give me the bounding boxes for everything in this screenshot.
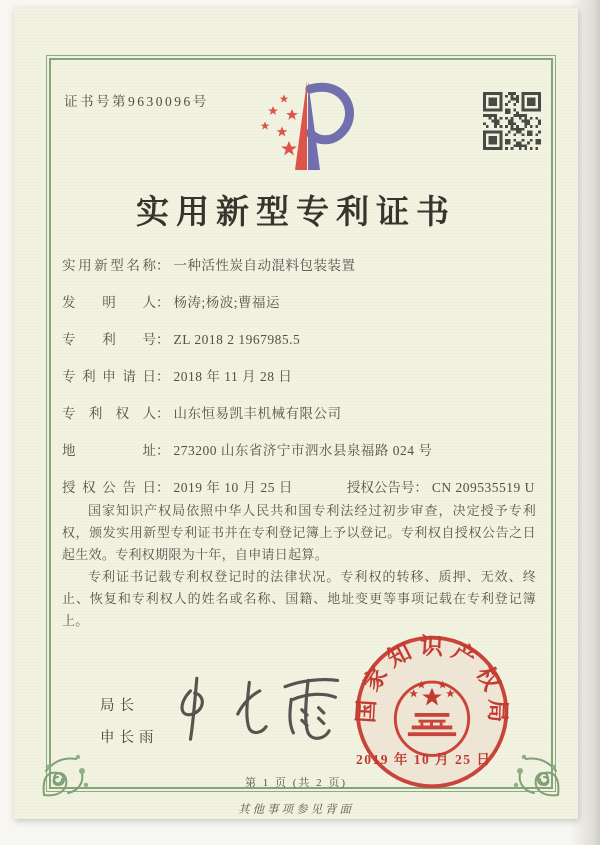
field-value: 杨涛;杨波;曹福运 — [173, 295, 281, 310]
grant-number-value: CN 209535519 U — [431, 480, 535, 495]
commissioner-name: 申长雨 — [100, 730, 159, 746]
seal-ring-text: 国家知识产权局 — [353, 633, 511, 730]
commissioner-title: 局长 — [100, 698, 139, 714]
certificate-number: 证书号第9630096号 — [64, 94, 209, 109]
legal-text — [62, 500, 536, 632]
legal-paragraph-1: 国家知识产权局依照中华人民共和国专利法经过初步审查，决定授予专利权，颁发实用新型专利证书并在专利登记簿上予以登记。专利权自授权公告之日起生效。专利权期限为十年，自申请日起算。 — [62, 503, 536, 562]
signature-script-icon — [159, 672, 369, 756]
field-label: 专利权人 — [62, 406, 156, 421]
certificate-title: 实用新型专利证书 — [136, 195, 456, 231]
field-label: 专利号 — [62, 332, 156, 347]
qr-code — [483, 92, 541, 150]
field-row-filing-date: 专利申请日 ： 2018 年 11 月 28 日 — [62, 369, 293, 384]
field-value: 一种活性炭自动混料包装装置 — [173, 258, 356, 273]
field-row-patent-number: 专利号 ： ZL 2018 2 1967985.5 — [62, 332, 301, 347]
patent-office-logo-icon — [246, 76, 376, 178]
field-label: 实用新型名称 — [62, 258, 156, 273]
grant-number-label: 授权公告号 — [346, 480, 415, 495]
field-row-patentee: 专利权人 ： 山东恒易凯丰机械有限公司 — [62, 406, 342, 421]
field-value: 273200 山东省济宁市泗水县泉福路 024 号 — [173, 443, 433, 458]
seal-date: 2019 年 10 月 25 日 — [356, 752, 492, 767]
grant-date-value: 2019 年 10 月 25 日 — [173, 480, 293, 495]
corner-ornament-left-icon — [38, 727, 112, 801]
field-row-address: 地址 ： 273200 山东省济宁市泗水县泉福路 024 号 — [62, 443, 433, 458]
field-label: 专利申请日 — [62, 369, 156, 384]
field-row-grant: 授权公告日 ： 2019 年 10 月 25 日 授权公告号 ： CN 209535519 U — [62, 480, 535, 495]
certificate-paper — [14, 8, 578, 819]
back-side-note: 其他事项参见背面 — [238, 804, 354, 816]
field-value: 2018 年 11 月 28 日 — [173, 369, 293, 384]
page-number: 第 1 页 (共 2 页) — [244, 777, 348, 789]
grant-date-label: 授权公告日 — [62, 480, 156, 495]
field-value: 山东恒易凯丰机械有限公司 — [173, 406, 342, 421]
corner-ornament-right-icon — [490, 727, 564, 801]
field-label: 发明人 — [62, 295, 156, 310]
field-value: ZL 2018 2 1967985.5 — [173, 332, 301, 347]
field-list — [62, 257, 542, 516]
legal-paragraph-2: 专利证书记载专利权登记时的法律状况。专利权的转移、质押、无效、终止、恢复和专利权人的姓名或名称、国籍、地址变更等事项记载在专利登记簿上。 — [62, 569, 536, 628]
field-row-inventors: 发明人 ： 杨涛;杨波;曹福运 — [62, 295, 281, 310]
field-row-name: 实用新型名称 ： 一种活性炭自动混料包装装置 — [62, 258, 356, 273]
field-label: 地址 — [62, 443, 156, 458]
